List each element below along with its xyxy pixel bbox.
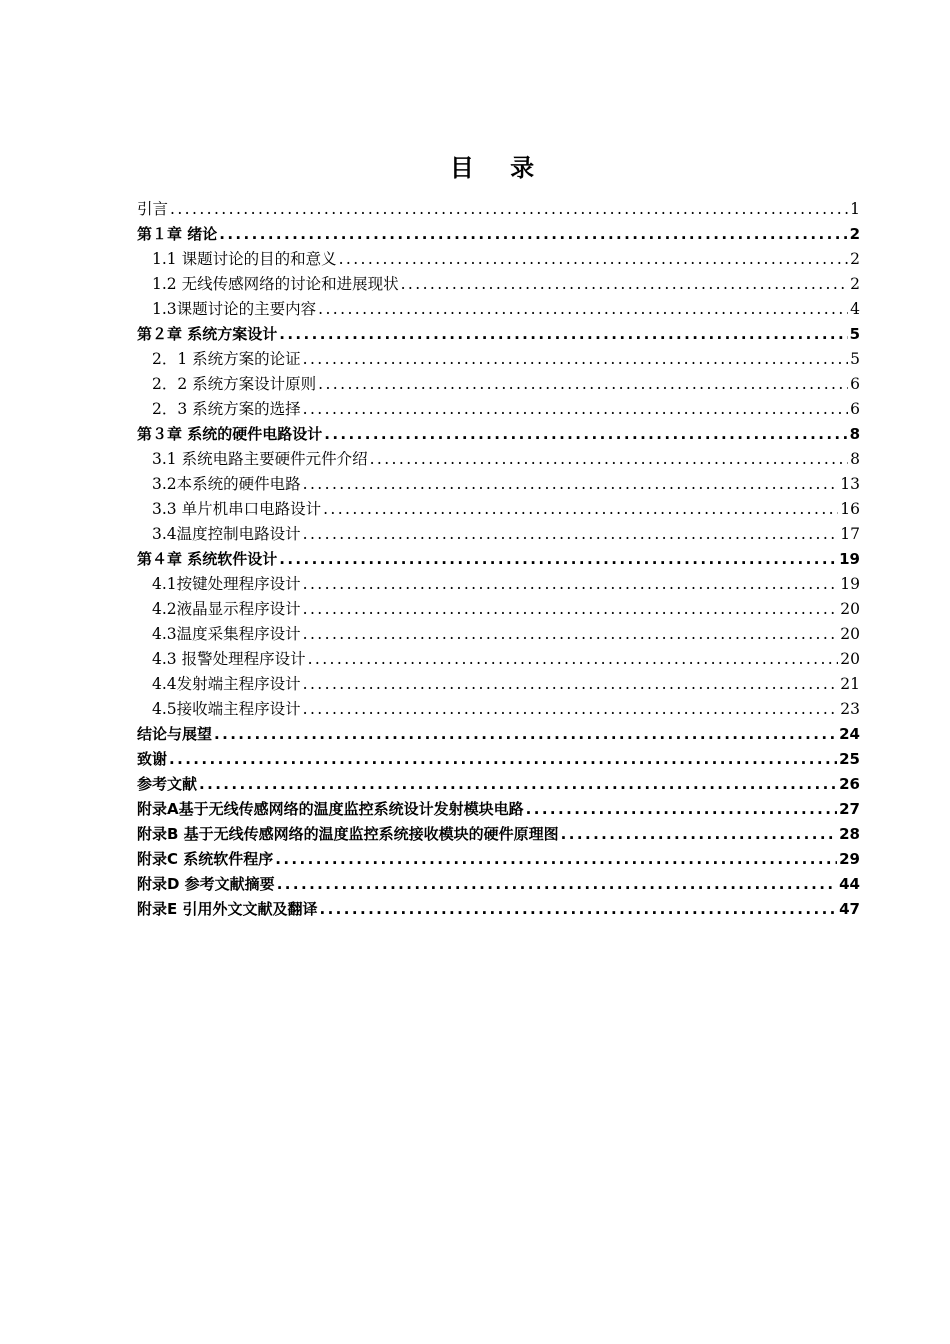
toc-leader-dots	[303, 622, 839, 647]
toc-entry-label: 第２章 系统方案设计	[137, 325, 278, 343]
toc-leader-dots	[323, 497, 838, 522]
toc-leader-dots	[303, 397, 848, 422]
toc-entry[interactable]	[137, 197, 860, 222]
toc-leader-dots	[319, 897, 837, 922]
toc-entry-label: 3.4温度控制电路设计	[152, 525, 301, 543]
toc-entry-page: 47	[839, 900, 860, 918]
toc-entry-label: 4.4发射端主程序设计	[152, 675, 301, 693]
toc-entry-page: 1	[850, 200, 860, 218]
toc-entry-label: 引言	[137, 200, 169, 218]
toc-entry[interactable]	[137, 622, 860, 647]
toc-entry-label: 2．1 系统方案的论证	[152, 350, 301, 368]
toc-entry[interactable]	[137, 472, 860, 497]
toc-leader-dots	[303, 672, 839, 697]
toc-leader-dots	[275, 847, 837, 872]
table-of-contents	[137, 197, 860, 922]
toc-entry[interactable]	[137, 572, 860, 597]
toc-entry-label: 3.3 单片机串口电路设计	[152, 500, 322, 518]
toc-entry-label: 参考文献	[137, 775, 198, 793]
toc-leader-dots	[308, 647, 839, 672]
toc-leader-dots	[277, 872, 837, 897]
toc-entry-page: 25	[839, 750, 860, 768]
toc-leader-dots	[303, 522, 839, 547]
toc-leader-dots	[303, 472, 839, 497]
toc-entry-label: 附录E 引用外文文献及翻译	[137, 900, 318, 918]
toc-leader-dots	[214, 722, 837, 747]
toc-leader-dots	[324, 422, 847, 447]
toc-leader-dots	[219, 222, 847, 247]
toc-entry-page: 8	[849, 425, 860, 443]
toc-entry[interactable]	[137, 847, 860, 872]
toc-entry-label: 4.1按键处理程序设计	[152, 575, 301, 593]
toc-entry[interactable]	[137, 772, 860, 797]
toc-entry[interactable]	[137, 747, 860, 772]
toc-leader-dots	[561, 822, 837, 847]
toc-entry-page: 23	[840, 700, 860, 718]
toc-entry-page: 24	[839, 725, 860, 743]
toc-entry-page: 5	[850, 350, 860, 368]
toc-entry-page: 26	[839, 775, 860, 793]
toc-entry[interactable]	[137, 822, 860, 847]
toc-leader-dots	[199, 772, 837, 797]
toc-entry[interactable]	[137, 347, 860, 372]
toc-leader-dots	[279, 322, 847, 347]
toc-entry-page: 19	[840, 575, 860, 593]
toc-entry-label: 附录D 参考文献摘要	[137, 875, 275, 893]
toc-entry-page: 2	[849, 225, 860, 243]
toc-entry-label: 附录C 系统软件程序	[137, 850, 274, 868]
toc-entry-page: 44	[839, 875, 860, 893]
toc-entry-label: 4.3 报警处理程序设计	[152, 650, 306, 668]
toc-entry-label: 4.2液晶显示程序设计	[152, 600, 301, 618]
toc-leader-dots	[370, 447, 849, 472]
toc-entry-label: 1.1 课题讨论的目的和意义	[152, 250, 337, 268]
toc-entry-page: 21	[840, 675, 860, 693]
toc-entry-label: 致谢	[137, 750, 168, 768]
toc-entry-page: 16	[840, 500, 860, 518]
toc-entry-page: 20	[840, 650, 860, 668]
toc-entry[interactable]	[137, 897, 860, 922]
toc-leader-dots	[303, 597, 839, 622]
toc-entry-page: 2	[850, 250, 860, 268]
toc-leader-dots	[318, 372, 848, 397]
toc-entry-page: 17	[840, 525, 860, 543]
toc-leader-dots	[339, 247, 849, 272]
toc-entry-label: 第３章 系统的硬件电路设计	[137, 425, 323, 443]
toc-entry[interactable]	[137, 797, 860, 822]
toc-entry-label: 4.5接收端主程序设计	[152, 700, 301, 718]
toc-entry[interactable]	[137, 322, 860, 347]
toc-entry-label: 1.3课题讨论的主要内容	[152, 300, 317, 318]
toc-leader-dots	[303, 697, 839, 722]
toc-entry-label: 2．3 系统方案的选择	[152, 400, 301, 418]
toc-entry[interactable]	[137, 447, 860, 472]
toc-entry-page: 20	[840, 625, 860, 643]
toc-entry[interactable]	[137, 647, 860, 672]
toc-entry[interactable]	[137, 222, 860, 247]
toc-leader-dots	[170, 197, 848, 222]
toc-leader-dots	[303, 572, 839, 597]
toc-entry[interactable]	[137, 697, 860, 722]
toc-entry-label: 3.1 系统电路主要硬件元件介绍	[152, 450, 368, 468]
toc-entry-label: 附录A基于无线传感网络的温度监控系统设计发射模块电路	[137, 800, 524, 818]
toc-entry-label: 附录B 基于无线传感网络的温度监控系统接收模块的硬件原理图	[137, 825, 559, 843]
toc-entry[interactable]	[137, 547, 860, 572]
toc-entry-page: 5	[849, 325, 860, 343]
toc-entry-label: 2．2 系统方案设计原则	[152, 375, 317, 393]
toc-entry-label: 结论与展望	[137, 725, 213, 743]
toc-entry[interactable]	[137, 522, 860, 547]
toc-entry-page: 19	[839, 550, 860, 568]
toc-entry-page: 20	[840, 600, 860, 618]
toc-entry[interactable]	[137, 247, 860, 272]
toc-leader-dots	[318, 297, 848, 322]
toc-entry-page: 29	[839, 850, 860, 868]
toc-entry[interactable]	[137, 397, 860, 422]
toc-entry[interactable]	[137, 872, 860, 897]
toc-entry[interactable]	[137, 672, 860, 697]
toc-entry-page: 2	[850, 275, 860, 293]
toc-entry-page: 28	[839, 825, 860, 843]
toc-entry[interactable]	[137, 372, 860, 397]
toc-entry-label: 第４章 系统软件设计	[137, 550, 278, 568]
toc-leader-dots	[303, 347, 848, 372]
toc-entry-label: 4.3温度采集程序设计	[152, 625, 301, 643]
toc-entry-page: 8	[850, 450, 860, 468]
toc-entry[interactable]	[137, 497, 860, 522]
toc-leader-dots	[401, 272, 849, 297]
toc-entry-label: 第１章 绪论	[137, 225, 218, 243]
toc-entry[interactable]	[137, 297, 860, 322]
toc-entry[interactable]	[137, 422, 860, 447]
toc-leader-dots	[279, 547, 837, 572]
toc-entry-label: 1.2 无线传感网络的讨论和进展现状	[152, 275, 399, 293]
toc-title: 目 录	[449, 154, 549, 182]
toc-entry[interactable]	[137, 597, 860, 622]
toc-entry-page: 6	[850, 375, 860, 393]
toc-entry-label: 3.2本系统的硬件电路	[152, 475, 301, 493]
toc-entry-page: 13	[840, 475, 860, 493]
toc-entry[interactable]	[137, 722, 860, 747]
toc-entry-page: 4	[850, 300, 860, 318]
toc-leader-dots	[526, 797, 838, 822]
toc-leader-dots	[169, 747, 837, 772]
toc-entry-page: 27	[839, 800, 860, 818]
toc-entry[interactable]	[137, 272, 860, 297]
toc-entry-page: 6	[850, 400, 860, 418]
